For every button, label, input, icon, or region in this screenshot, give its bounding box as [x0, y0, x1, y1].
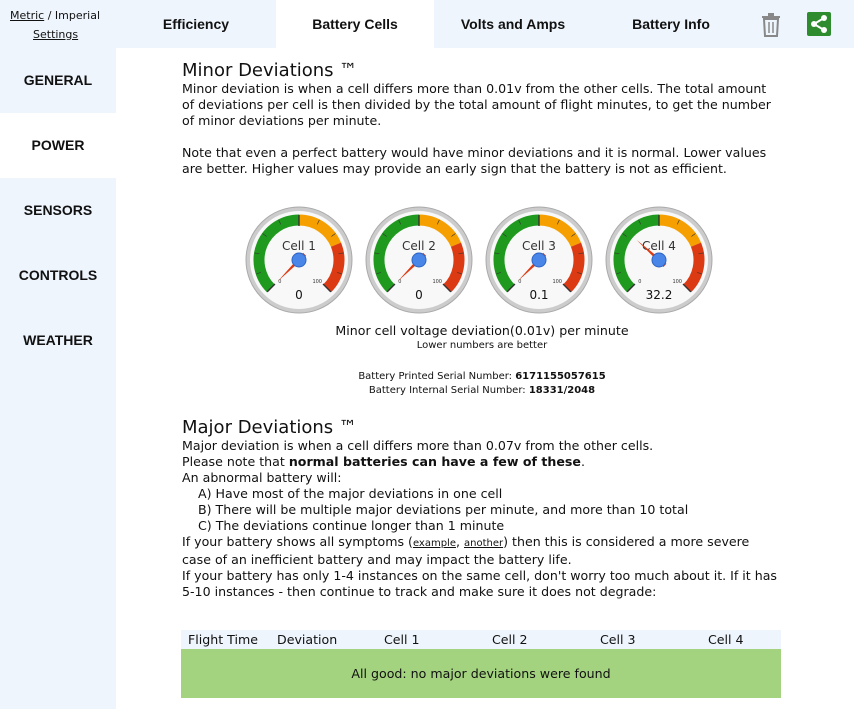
gauge-min-label: 0 — [398, 279, 402, 286]
tab-battery-cells[interactable]: Battery Cells — [276, 0, 434, 48]
unit-separator: / — [47, 9, 52, 22]
major-note-prefix: Please note that — [182, 454, 289, 469]
units-panel — [0, 0, 116, 48]
gauge-value: 32.2 — [645, 288, 673, 302]
gauge-hub — [652, 253, 666, 267]
major-line-4 — [182, 534, 782, 568]
sidebar-item-weather[interactable]: WEATHER — [23, 332, 93, 348]
sidebar-item-power[interactable]: POWER — [0, 113, 116, 178]
gauge-cell-1 — [245, 206, 353, 314]
share-icon[interactable] — [807, 12, 831, 36]
sidebar-item-sensors[interactable]: SENSORS — [23, 202, 93, 218]
trash-icon[interactable] — [761, 13, 781, 37]
gauge-cell-2 — [365, 206, 473, 314]
minor-description: Minor deviation is when a cell differs more than 0.01v from the other cells. The total amount of deviations per cell is then divided by the total amount of flight minutes, to get the number of minor deviations per minute. — [182, 81, 771, 128]
major-title: Major Deviations ™ — [182, 417, 357, 438]
top-tabs — [116, 0, 854, 48]
gauge-label: Cell 1 — [282, 239, 316, 253]
internal-serial-label: Battery Internal Serial Number: — [368, 385, 526, 396]
gauge-caption-main: Minor cell voltage deviation(0.01v) per minute — [335, 323, 629, 338]
tab-efficiency[interactable]: Efficiency — [162, 16, 230, 32]
sidebar-item-controls[interactable]: CONTROLS — [18, 267, 98, 283]
gauge-label: Cell 2 — [402, 239, 436, 253]
minor-note: Note that even a perfect battery would have minor deviations and it is normal. Lower values are better. Higher values may provide an early sign that the battery is not as efficient. — [182, 145, 767, 176]
symptom-a: A) Have most of the major deviations in one cell — [198, 486, 503, 501]
gauge-max-label: 100 — [672, 279, 682, 286]
gauge-cell-3 — [485, 206, 593, 314]
gauge-hub — [412, 253, 426, 267]
major-line-2 — [182, 454, 782, 470]
symptoms-prefix: If your battery shows all symptoms ( — [182, 534, 413, 549]
printed-serial-value: 6171155057615 — [515, 371, 606, 382]
printed-serial-label: Battery Printed Serial Number: — [358, 371, 513, 382]
col-cell-3: Cell 3 — [600, 632, 636, 647]
example-link[interactable]: example — [412, 538, 456, 549]
major-section — [182, 417, 782, 600]
gauge-caption-sub: Lower numbers are better — [416, 340, 548, 351]
gauge-max-label: 100 — [432, 279, 442, 286]
sidebar-item-general[interactable]: GENERAL — [23, 72, 93, 88]
gauge-min-label: 0 — [518, 279, 522, 286]
imperial-label[interactable]: Imperial — [54, 9, 101, 22]
internal-serial-value: 18331/2048 — [528, 385, 596, 396]
gauge-value: 0 — [415, 288, 423, 302]
gauge-hub — [532, 253, 546, 267]
gauge-hub — [292, 253, 306, 267]
gauge-label: Cell 4 — [642, 239, 676, 253]
gauge-min-label: 0 — [278, 279, 282, 286]
col-cell-4: Cell 4 — [708, 632, 744, 647]
settings-link[interactable]: Settings — [33, 28, 79, 41]
link-separator: , — [455, 534, 464, 549]
deviation-table-empty-row: All good: no major deviations were found — [181, 649, 781, 698]
col-deviation: Deviation — [277, 632, 338, 647]
major-line-3: An abnormal battery will: — [182, 470, 342, 485]
symptom-c: C) The deviations continue longer than 1 minute — [198, 518, 505, 533]
symptom-b: B) There will be multiple major deviations per minute, and more than 10 total — [198, 502, 689, 517]
serial-numbers — [182, 370, 782, 398]
deviation-table-header — [181, 630, 781, 649]
major-line-5: If your battery has only 1-4 instances on the same cell, don't worry too much about it. If it has 5-10 instances - then continue to track and make sure it does not degrade: — [182, 568, 777, 599]
gauge-label: Cell 3 — [522, 239, 556, 253]
tab-volts-and-amps[interactable]: Volts and Amps — [460, 16, 566, 32]
tab-battery-info[interactable]: Battery Info — [632, 16, 710, 32]
major-line-1: Major deviation is when a cell differs more than 0.07v from the other cells. — [182, 438, 654, 453]
gauge-value: 0 — [295, 288, 303, 302]
another-link[interactable]: another — [464, 538, 504, 549]
gauge-cell-4 — [605, 206, 713, 314]
gauges — [245, 206, 725, 314]
metric-link[interactable]: Metric — [10, 9, 45, 22]
col-cell-2: Cell 2 — [492, 632, 528, 647]
gauge-max-label: 100 — [312, 279, 322, 286]
major-note-bold: normal batteries can have a few of these — [288, 454, 581, 469]
col-flight-time: Flight Time — [188, 632, 258, 647]
sidebar — [0, 48, 116, 709]
gauge-max-label: 100 — [552, 279, 562, 286]
gauge-value: 0.1 — [529, 288, 549, 302]
symptoms-suffix: ) then this is considered a more severe case of an inefficient battery and may impact the battery life. — [182, 534, 750, 567]
minor-section — [182, 60, 782, 177]
minor-title: Minor Deviations ™ — [182, 60, 358, 81]
gauge-caption — [182, 323, 782, 351]
gauge-min-label: 0 — [638, 279, 642, 286]
col-cell-1: Cell 1 — [384, 632, 420, 647]
major-note-suffix: . — [580, 454, 585, 469]
